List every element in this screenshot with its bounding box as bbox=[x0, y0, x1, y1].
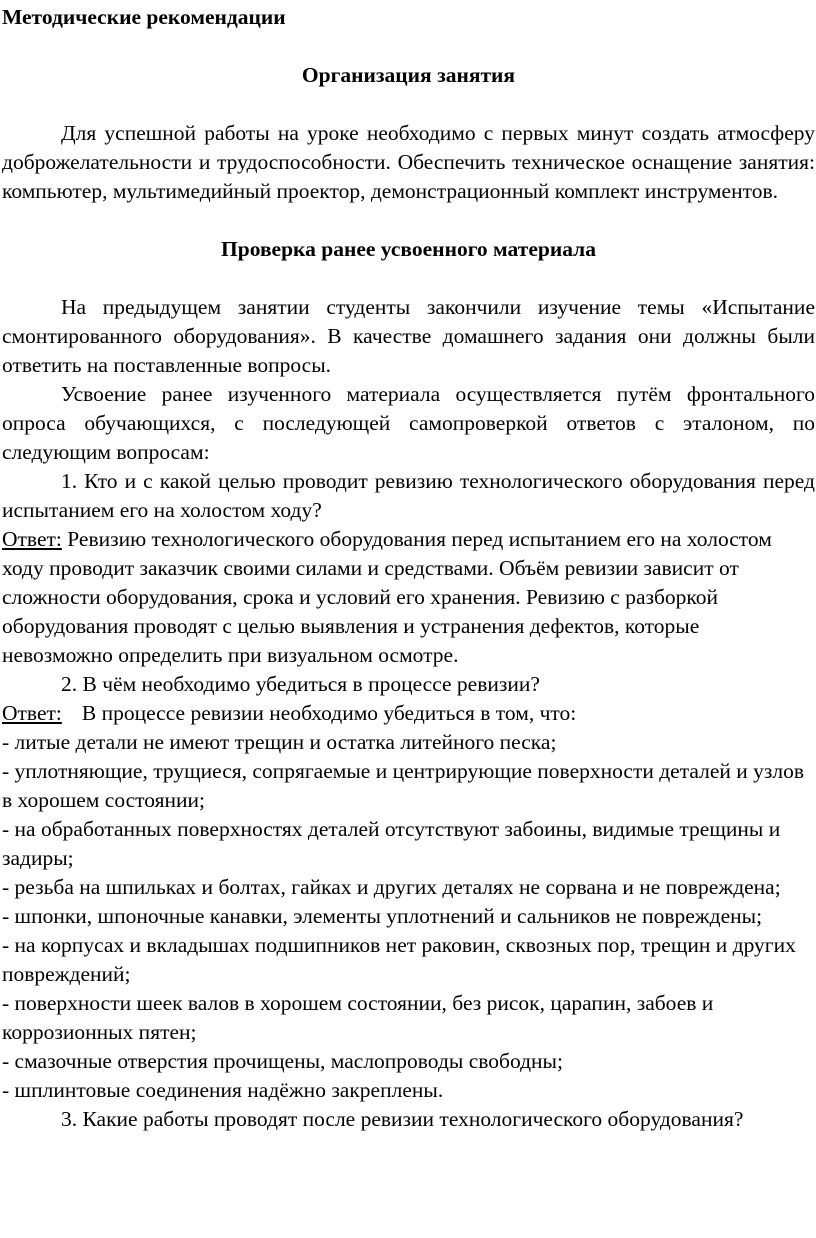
answer-2-intro-line bbox=[2, 699, 815, 728]
answer-2-item: - поверхности шеек валов в хорошем состоянии, без рисок, царапин, забоев и коррозионных пятен; bbox=[2, 991, 714, 1044]
answer-2-intro: В процессе ревизии необходимо убедиться в том, что: bbox=[81, 701, 577, 725]
answer-2-item: - литые детали не имеют трещин и остатка литейного песка; bbox=[2, 730, 557, 754]
blank-line bbox=[2, 264, 815, 293]
answer-2-item: - шплинтовые соединения надёжно закреплены. bbox=[2, 1078, 444, 1102]
question-3: 3. Какие работы проводят после ревизии технологического оборудования? bbox=[61, 1107, 744, 1131]
answer-2-item: - на обработанных поверхностях деталей отсутствуют забоины, видимые трещины и задиры; bbox=[2, 817, 781, 870]
answer-2-item: - на корпусах и вкладышах подшипников нет раковин, сквозных пор, трещин и других повреждений; bbox=[2, 933, 796, 986]
document-title: Методические рекомендации bbox=[2, 5, 286, 29]
answer-1 bbox=[2, 525, 815, 670]
paragraph-previous-lesson: На предыдущем занятии студенты закончили изучение темы «Испытание смонтированного оборудования». В качестве домашнего задания они должны были ответить на поставленные вопросы. bbox=[2, 295, 815, 377]
section-heading-review: Проверка ранее усвоенного материала bbox=[221, 237, 596, 261]
blank-line bbox=[2, 32, 815, 61]
answer-1-text: Ревизию технологического оборудования перед испытанием его на холостом ходу проводит заказчик своими силами и средствами. Объём ревизии зависит от сложности оборудования, срока и условий его хранения. Ревизию с разборкой оборудования проводят с целью выявления и устранения дефектов, которые невозможно определить при визуальном осмотре. bbox=[2, 527, 772, 667]
paragraph-survey-method: Усвоение ранее изученного материала осуществляется путём фронтального опроса обучающихся, с последующей самопроверкой ответов с эталоном, по следующим вопросам: bbox=[2, 382, 815, 464]
answer-2-item: - шпонки, шпоночные канавки, элементы уплотнений и сальников не повреждены; bbox=[2, 904, 763, 928]
paragraph-organization: Для успешной работы на уроке необходимо с первых минут создать атмосферу доброжелательности и трудоспособности. Обеспечить техническое оснащение занятия: компьютер, мультимедийный проектор, демонстрационный комплект инструментов. bbox=[2, 121, 815, 203]
answer-2-item: - резьба на шпильках и болтах, гайках и других деталях не сорвана и не повреждена; bbox=[2, 875, 781, 899]
answer-label: Ответ: bbox=[2, 527, 62, 551]
section-heading-organization: Организация занятия bbox=[301, 63, 516, 87]
question-1: 1. Кто и с какой целью проводит ревизию технологического оборудования перед испытанием его на холостом ходу? bbox=[2, 469, 815, 522]
question-2: 2. В чём необходимо убедиться в процессе ревизии? bbox=[61, 672, 540, 696]
answer-2-item: - уплотняющие, трущиеся, сопрягаемые и центрирующие поверхности деталей и узлов в хорошем состоянии; bbox=[2, 759, 805, 812]
blank-line bbox=[2, 90, 815, 119]
blank-line bbox=[2, 206, 815, 235]
answer-label: Ответ: bbox=[2, 701, 62, 725]
answer-2-item: - смазочные отверстия прочищены, маслопроводы свободны; bbox=[2, 1049, 563, 1073]
